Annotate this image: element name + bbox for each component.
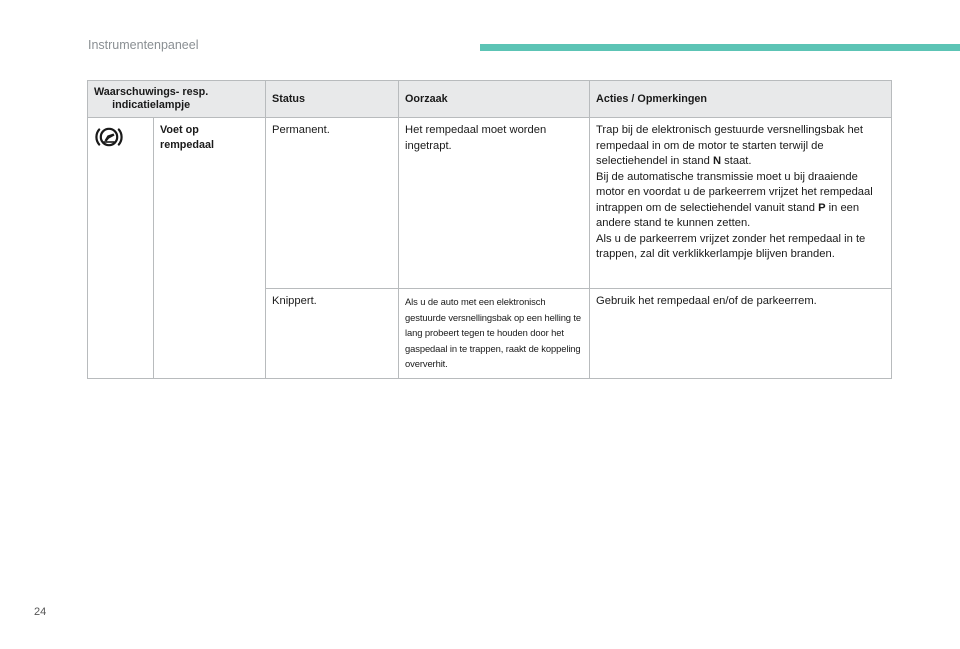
warning-lamp-table <box>87 80 892 379</box>
lamp-name-line1: Voet op <box>160 124 199 136</box>
page-number: 24 <box>34 606 47 618</box>
action-text: Bij de automatische transmissie moet u bij draaiende motor en voordat u de parkeerrem vrijzet het rempedaal intrappen om de selectiehendel vanuit stand <box>596 170 873 214</box>
header-indicator-line2: indicatielampje <box>112 99 191 111</box>
header-indicator-line1: Waarschuwings- resp. <box>94 86 209 98</box>
section-title: Instrumentenpaneel <box>88 38 199 52</box>
action-text: Als u de parkeerrem vrijzet zonder het rempedaal in te trappen, zal dit verklikkerlampje blijven branden. <box>596 232 866 260</box>
action-text: staat. <box>721 155 752 167</box>
status-cell: Permanent. <box>266 118 399 289</box>
gear-position-p: P <box>818 201 826 214</box>
gear-position-n: N <box>712 155 722 167</box>
lamp-name <box>154 118 266 379</box>
header-status: Status <box>266 81 399 118</box>
actions-cell <box>590 118 892 289</box>
action-text: in een andere stand te kunnen zetten. <box>596 201 860 229</box>
table-header-row <box>88 81 892 118</box>
cause-cell: Als u de auto met een elektronisch gestuurde versnellingsbak op een helling te lang probeert tegen te houden door het gaspedaal in te trappen, raakt de koppeling oververhit. <box>399 289 590 379</box>
lamp-icon-cell <box>88 118 154 379</box>
header-accent-bar <box>480 44 960 51</box>
lamp-name-line2: rempedaal <box>160 139 215 151</box>
table-row <box>88 118 892 289</box>
foot-on-brake-icon <box>94 123 124 151</box>
action-text: Trap bij de elektronisch gestuurde versnellingsbak het rempedaal in om de motor te starten terwijl de selectiehendel in stand <box>596 124 864 167</box>
header-indicator <box>88 81 266 118</box>
actions-cell: Gebruik het rempedaal en/of de parkeerrem. <box>590 289 892 379</box>
cause-cell: Het rempedaal moet worden ingetrapt. <box>399 118 590 289</box>
header-actions: Acties / Opmerkingen <box>590 81 892 118</box>
header-cause: Oorzaak <box>399 81 590 118</box>
status-cell: Knippert. <box>266 289 399 379</box>
